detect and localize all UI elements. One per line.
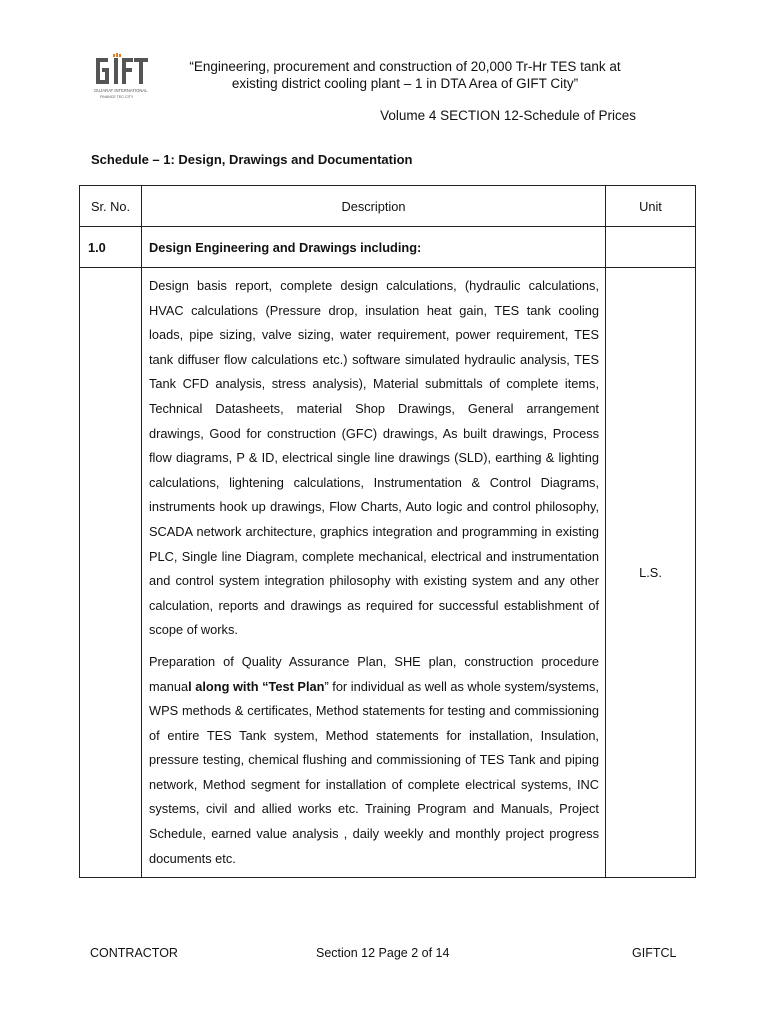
header-sr-no: Sr. No. <box>80 186 142 227</box>
row2-description <box>142 268 606 878</box>
row1-description: Design Engineering and Drawings including: <box>142 227 606 268</box>
logo-subtext-2: FINANCE TEC-CITY <box>100 95 134 99</box>
para2-text-b: ” for individual as well as whole system/systems, WPS methods & certificates, Method statements for testing and commissioning of entire TES Tank system, Method statements for installation, Insulation, pressure testing, chemical flushing and commissioning of TES Tank and piping network, Method segment for installation of complete electrical systems, INC systems, civil and allied works etc. Training Program and Manuals, Project Schedule, earned value analysis , daily weekly and monthly project progress documents etc. <box>149 678 599 866</box>
table-row <box>80 268 696 878</box>
row2-unit: L.S. <box>606 268 696 878</box>
title-line-2: existing district cooling plant – 1 in DTA Area of GIFT City” <box>231 76 579 91</box>
table-row <box>80 227 696 268</box>
header-unit: Unit <box>606 186 696 227</box>
description-paragraph-1: Design basis report, complete design calculations, (hydraulic calculations, HVAC calculations (Pressure drop, insulation heat gain, TES tank cooling loads, pipe sizing, valve sizing, water requirement, power requirement, TES tank diffuser flow calculations etc.) software simulated hydraulic analysis, TES Tank CFD analysis, stress analysis), Material submittals of complete items, Technical Datasheets, material Shop Drawings, General arrangement drawings, Good for construction (GFC) drawings, As built drawings, Process flow diagrams, P & ID, electrical single line drawings (SLD), earthing & lighting calculations, lightening calculations, Instrumentation & Control Diagrams, instruments hook up drawings, Flow Charts, Auto logic and control philosophy, SCADA network architecture, graphics integration and programming in existing PLC, Single line Diagram, complete mechanical, electrical and instrumentation and control system integration philosophy with existing system and any other calculation, reports and drawings as required for successful establishment of scope of works. <box>149 278 599 638</box>
volume-section-label: Volume 4 SECTION 12-Schedule of Prices <box>380 108 636 123</box>
para2-text-a: Preparation of Quality Assurance Plan, SHE plan, construction procedure manua <box>149 653 599 694</box>
footer-giftcl: GIFTCL <box>632 946 677 960</box>
para2-bold-text: l along with “Test Plan <box>188 678 325 694</box>
table-header-row <box>80 186 696 227</box>
description-paragraph-2 <box>149 650 599 871</box>
gift-logo <box>92 52 162 102</box>
header-description: Description <box>142 186 606 227</box>
title-line-1: “Engineering, procurement and construction of 20,000 Tr-Hr TES tank at <box>189 59 621 74</box>
row2-sr-no <box>80 268 142 878</box>
schedule-table <box>79 185 696 878</box>
schedule-title: Schedule – 1: Design, Drawings and Documentation <box>91 152 413 167</box>
footer-contractor: CONTRACTOR <box>90 946 178 960</box>
logo-subtext-1: GUJARAT INTERNATIONAL <box>94 88 148 93</box>
row1-unit <box>606 227 696 268</box>
document-title <box>170 58 640 92</box>
footer-page-number: Section 12 Page 2 of 14 <box>316 946 450 960</box>
row1-sr-no: 1.0 <box>80 227 142 268</box>
